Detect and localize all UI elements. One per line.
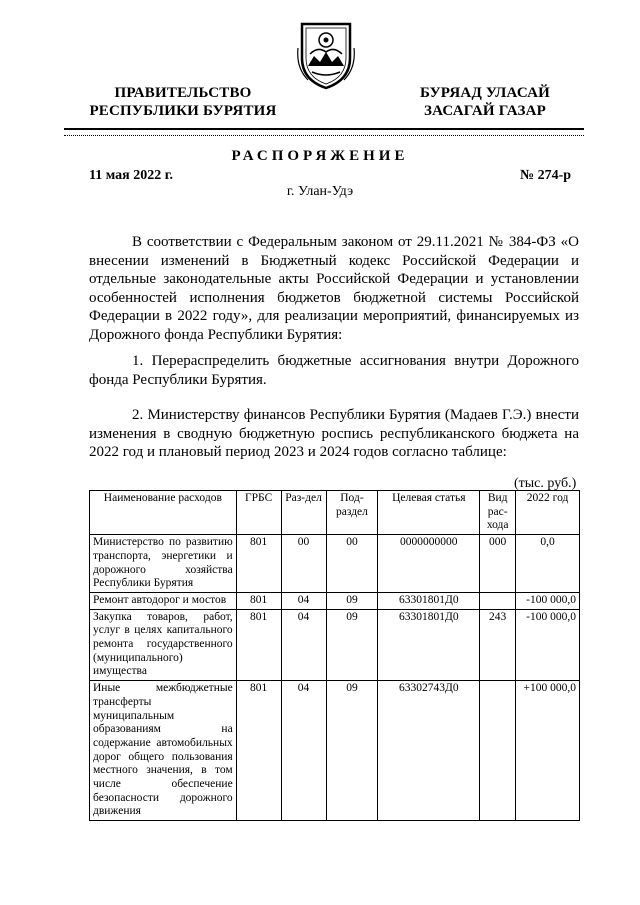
cell-amount: +100 000,0 [516,681,580,821]
col-header-subsection: Под-раздел [326,491,378,535]
header-left-line1: ПРАВИТЕЛЬСТВО [114,85,252,101]
cell-section: 04 [281,609,326,681]
cell-expense-type [480,681,516,821]
document-title: РАСПОРЯЖЕНИЕ [231,148,409,164]
cell-subsection: 09 [326,681,378,821]
cell-grbs: 801 [236,535,281,593]
table-header-row [90,491,580,535]
header-right [400,84,570,120]
cell-amount: -100 000,0 [516,592,580,609]
paragraph-preamble: В соответствии с Федеральным законом от 29.11.2021 № 384-ФЗ «О внесении изменений в Бюджетный кодекс Российской Федерации и отдельные законодательные акты Российской Федерации и установлении особенностей исполнения бюджетов бюджетной системы Российской Федерации в 2022 году», для реализации мероприятий, финансируемых из Дорожного фонда Республики Бурятия: [89,234,579,343]
cell-subsection: 09 [326,609,378,681]
cell-amount: 0,0 [516,535,580,593]
header-left [88,84,278,120]
document-number: № 274-р [520,168,572,183]
col-header-2022: 2022 год [516,491,580,535]
cell-target: 63301801Д0 [378,592,480,609]
cell-name: Ремонт автодорог и мостов [90,592,237,609]
header-divider [64,128,584,130]
cell-grbs: 801 [236,592,281,609]
cell-grbs: 801 [236,609,281,681]
cell-expense-type: 000 [480,535,516,593]
cell-section: 04 [281,592,326,609]
header-right-line2: ЗАСАГАЙ ГАЗАР [424,103,546,119]
header-divider-dotted [64,135,584,136]
cell-target: 63301801Д0 [378,609,480,681]
cell-target: 0000000000 [378,535,480,593]
cell-name: Иные межбюджетные трансферты муниципальным образованиям на содержание автомобильных дорог общего пользования местного значения, в том числе обеспечение безопасности дорожного движения [90,681,237,821]
cell-section: 00 [281,535,326,593]
coat-of-arms-icon [296,18,356,92]
paragraph-item-1: 1. Перераспределить бюджетные ассигнования внутри Дорожного фонда Республики Бурятия. [89,353,579,388]
cell-name: Закупка товаров, работ, услуг в целях капитального ремонта государственного (муниципального) имущества [90,609,237,681]
header-left-line2: РЕСПУБЛИКИ БУРЯТИЯ [89,103,277,119]
cell-subsection: 09 [326,592,378,609]
header-right-line1: БУРЯАД УЛАСАЙ [419,85,551,101]
cell-target: 63302743Д0 [378,681,480,821]
cell-subsection: 00 [326,535,378,593]
cell-expense-type [480,592,516,609]
cell-section: 04 [281,681,326,821]
table-row [90,535,580,593]
cell-grbs: 801 [236,681,281,821]
table-row [90,609,580,681]
document-city: г. Улан-Удэ [286,184,354,199]
col-header-expense-type: Вид рас-хода [480,491,516,535]
cell-amount: -100 000,0 [516,609,580,681]
cell-expense-type: 243 [480,609,516,681]
document-date: 11 мая 2022 г. [89,168,174,183]
col-header-section: Раз-дел [281,491,326,535]
col-header-target: Целевая статья [378,491,480,535]
paragraph-item-2: 2. Министерству финансов Республики Бурятия (Мадаев Г.Э.) внести изменения в сводную бюджетную роспись республиканского бюджета на 2022 год и плановый период 2023 и 2024 годов согласно таблице: [89,407,579,460]
budget-table [89,490,580,821]
col-header-grbs: ГРБС [236,491,281,535]
table-unit-label: (тыс. руб.) [514,476,577,491]
table-row [90,681,580,821]
cell-name: Министерство по развитию транспорта, энергетики и дорожного хозяйства Республики Бурятия [90,535,237,593]
table-row [90,592,580,609]
col-header-name: Наименование расходов [90,491,237,535]
